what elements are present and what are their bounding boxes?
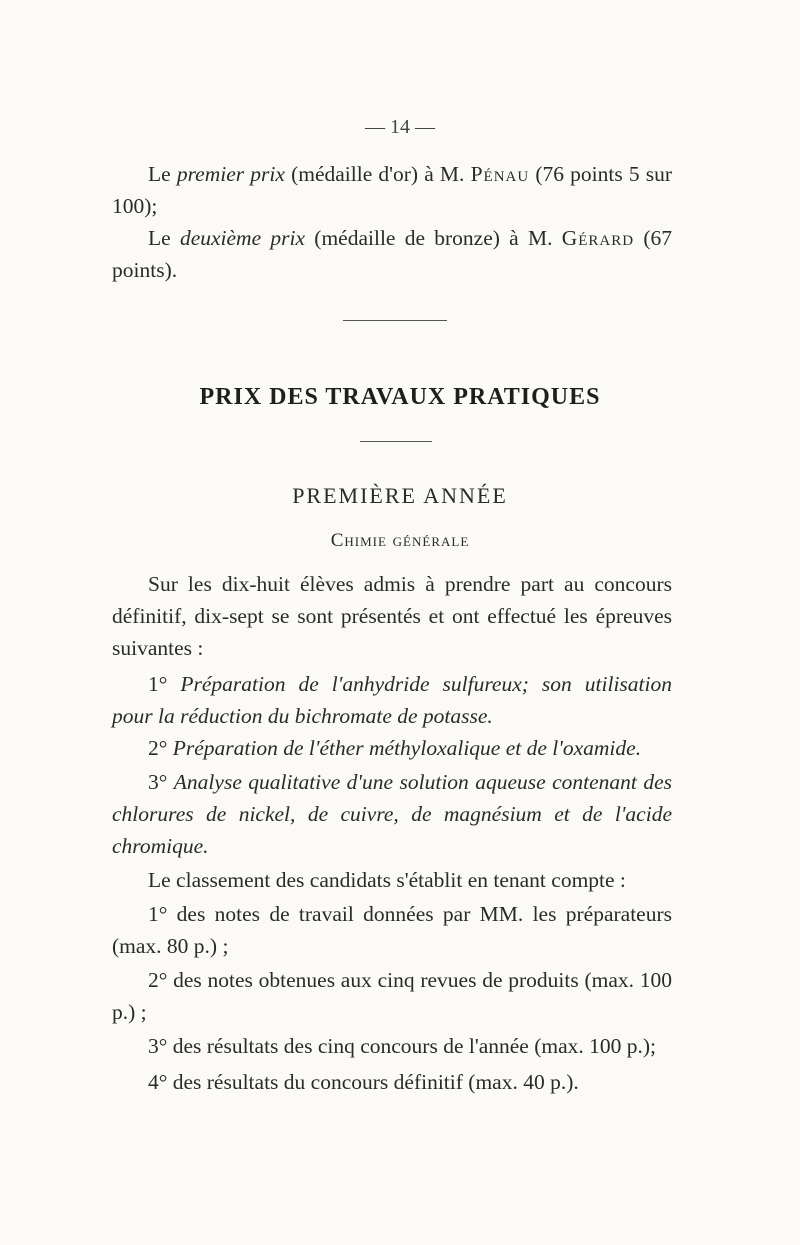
test-number: 3° [148,770,168,794]
criterion-text: des notes de travail données par MM. les préparateurs (max. 80 p.) ; [112,902,673,958]
first-prize-medal: (médaille d'or) à M. [291,162,465,186]
criterion-text: des résultats des cinq concours de l'année (max. 100 p.); [172,1034,657,1058]
test-number: 1° [148,672,168,696]
section-title: PRIX DES TRAVAUX PRATIQUES [199,384,601,410]
second-prize-points: (67 points). [112,226,673,282]
first-prize-title: premier prix [176,162,285,186]
second-prize-paragraph [112,222,672,286]
first-prize-winner: Pénau [470,162,530,186]
second-prize-medal: (médaille de bronze) à M. [314,226,553,250]
criterion-2 [112,964,672,1028]
subject-title: Chimie générale [330,530,470,551]
intro-paragraph: Sur les dix-huit élèves admis à prendre part au concours définitif, dix-sept se sont présentés et ont effectué les épreuves suivantes : [112,572,672,660]
criterion-4 [112,1066,672,1098]
criterion-number: 4° [148,1070,168,1094]
section-divider-bottom [360,441,432,442]
criterion-number: 2° [148,968,168,992]
test-text: Préparation de l'anhydride sulfureux; son utilisation pour la réduction du bichromate de potasse. [112,672,672,728]
ranking-intro: Le classement des candidats s'établit en tenant compte : [148,868,626,892]
test-text: Analyse qualitative d'une solution aqueuse contenant des chlorures de nickel, de cuivre, de magnésium et de l'acide chromique. [112,770,672,858]
first-prize-label: Le [148,162,171,186]
criterion-text: des notes obtenues aux cinq revues de produits (max. 100 p.) ; [112,968,672,1024]
test-item-3 [112,766,672,862]
criterion-number: 3° [148,1034,168,1058]
second-prize-winner: Gérard [561,226,635,250]
criterion-number: 1° [148,902,168,926]
test-number: 2° [148,736,168,760]
test-item-1 [112,668,672,732]
second-prize-title: deuxième prix [179,226,306,250]
first-prize-paragraph [112,158,672,222]
criterion-3 [112,1030,672,1062]
test-item-2 [112,732,672,764]
page-number: — 14 — [365,116,435,138]
year-title: PREMIÈRE ANNÉE [292,483,508,508]
criterion-text: des résultats du concours définitif (max. 40 p.). [172,1070,579,1094]
first-prize-points: (76 points 5 sur 100); [112,162,673,218]
test-text: Préparation de l'éther méthyloxalique et de l'oxamide. [172,736,642,760]
second-prize-label: Le [148,226,171,250]
criterion-1 [112,898,672,962]
section-divider-top [343,320,447,321]
